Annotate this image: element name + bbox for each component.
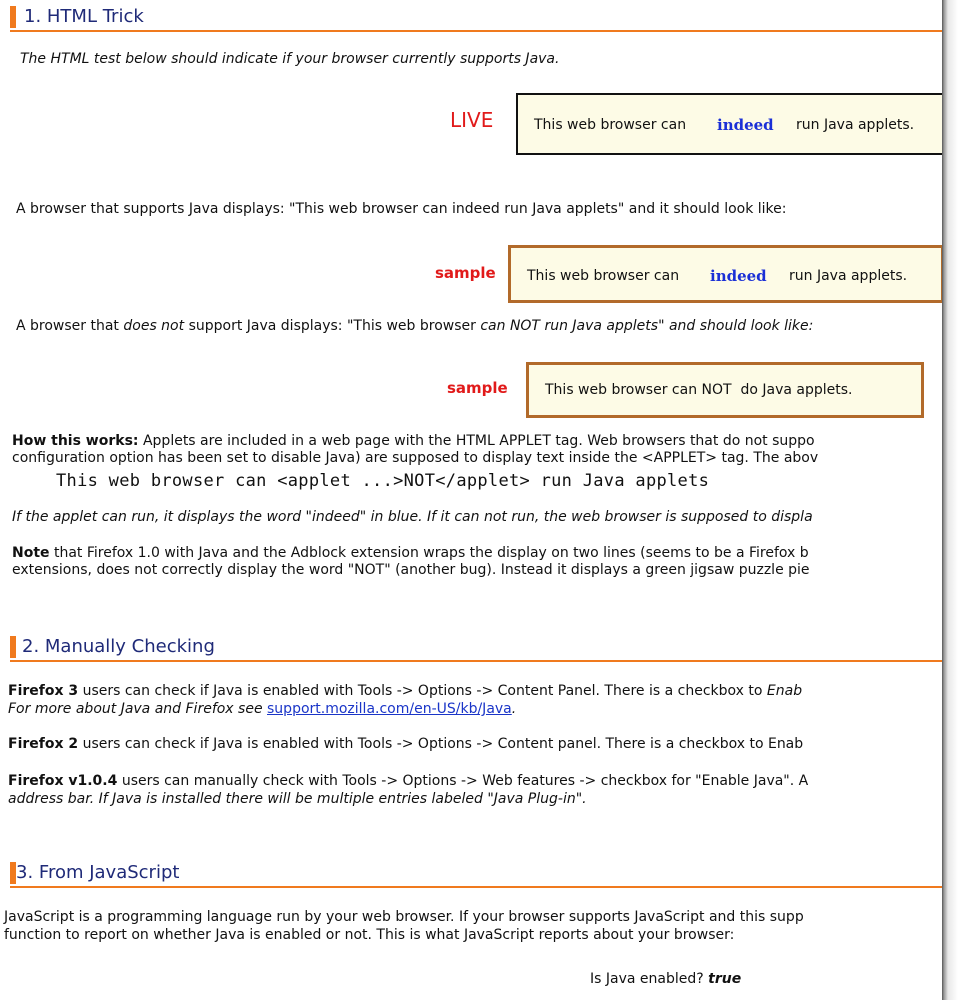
firefox104-line2: address bar. If Java is installed there will be multiple entries labeled "Java Plug-in". — [8, 791, 587, 807]
how-this-works-line2: configuration option has been set to disable Java) are supposed to display text inside the <APPLET> tag. The abov — [12, 450, 819, 466]
java-enabled-result — [590, 971, 741, 987]
heading-accent-bar — [10, 6, 16, 28]
not-supports-e: " and should look like: — [658, 318, 814, 334]
supports-java-text: A browser that supports Java displays: "This web browser can indeed run Java applets" and it should look like: — [16, 201, 787, 217]
live-label: LIVE — [450, 108, 494, 132]
heading-rule — [10, 30, 942, 32]
indeed-word: indeed — [710, 267, 767, 285]
section-heading-from-javascript — [10, 860, 942, 894]
firefox2-label: Firefox 2 — [8, 736, 79, 752]
javascript-line1: JavaScript is a programming language run by your web browser. If your browser supports JavaScript and this supp — [4, 909, 804, 925]
indeed-word: indeed — [717, 116, 774, 134]
firefox3-text: users can check if Java is enabled with Tools -> Options -> Content Panel. There is a checkbox to — [78, 683, 767, 699]
sample-no-text: This web browser can NOT do Java applets. — [545, 382, 853, 398]
heading-rule — [10, 886, 942, 888]
java-enabled-question: Is Java enabled? — [590, 971, 709, 987]
not-supports-b: does not — [123, 318, 185, 334]
live-box-pre: This web browser can — [534, 117, 687, 133]
note-line1-text: that Firefox 1.0 with Java and the Adblock extension wraps the display on two lines (seems to be a Firefox b — [49, 545, 809, 561]
live-box-post: run Java applets. — [796, 117, 915, 133]
live-applet-box — [516, 93, 942, 155]
firefox3-line2 — [8, 701, 516, 717]
firefox2-line1 — [8, 736, 803, 752]
how-line1-text: Applets are included in a web page with the HTML APPLET tag. Web browsers that do not suppo — [138, 433, 815, 449]
heading-rule — [10, 660, 942, 662]
firefox2-text: users can check if Java is enabled with Tools -> Options -> Content panel. There is a checkbox to Enab — [78, 736, 804, 752]
not-supports-c: support Java displays: "This web browser — [184, 318, 481, 334]
firefox104-label: Firefox v1.0.4 — [8, 773, 118, 789]
java-enabled-answer: true — [708, 971, 742, 987]
mozilla-java-link[interactable]: support.mozilla.com/en-US/kb/Java — [267, 701, 512, 717]
note-line2: extensions, does not correctly display the word "NOT" (another bug). Instead it displays a green jigsaw puzzle pie — [12, 562, 810, 578]
firefox104-text: users can manually check with Tools -> Options -> Web features -> checkbox for "Enable Java". A — [117, 773, 809, 789]
sample-label: sample — [447, 379, 508, 397]
firefox3-label: Firefox 3 — [8, 683, 79, 699]
note-label: Note — [12, 545, 50, 561]
not-supports-java-text — [16, 318, 813, 334]
sample-yes-box — [508, 245, 942, 303]
heading-accent-bar — [10, 636, 16, 658]
section-heading-manually-checking — [10, 634, 942, 668]
not-supports-d: can NOT run Java applets — [480, 318, 659, 334]
section-heading-html-trick — [10, 4, 942, 38]
how-label: How this works: — [12, 433, 139, 449]
sample-yes-post: run Java applets. — [789, 268, 908, 284]
firefox3-line1 — [8, 683, 802, 699]
section-title: 3. From JavaScript — [16, 862, 180, 883]
javascript-line2: function to report on whether Java is enabled or not. This is what JavaScript reports about your browser: — [4, 927, 735, 943]
if-applet-runs-text: If the applet can run, it displays the word "indeed" in blue. If it can not run, the web browser is supposed to displa — [12, 509, 813, 525]
sample-no-box — [526, 362, 924, 418]
firefox3-more-text: For more about Java and Firefox see — [8, 701, 268, 717]
firefox104-line1 — [8, 773, 808, 789]
sample-yes-pre: This web browser can — [527, 268, 680, 284]
section-title: 1. HTML Trick — [24, 6, 144, 27]
sample-label: sample — [435, 264, 496, 282]
how-this-works-line1 — [12, 433, 815, 449]
applet-code-sample: This web browser can <applet ...>NOT</applet> run Java applets — [56, 471, 710, 491]
not-supports-a: A browser that — [16, 318, 124, 334]
firefox3-period: . — [511, 701, 517, 717]
note-line1 — [12, 545, 809, 561]
page-edge-shadow — [942, 0, 958, 1000]
intro-text: The HTML test below should indicate if your browser currently supports Java. — [20, 51, 560, 67]
firefox3-text-italic: Enab — [766, 683, 803, 699]
section-title: 2. Manually Checking — [22, 636, 215, 657]
